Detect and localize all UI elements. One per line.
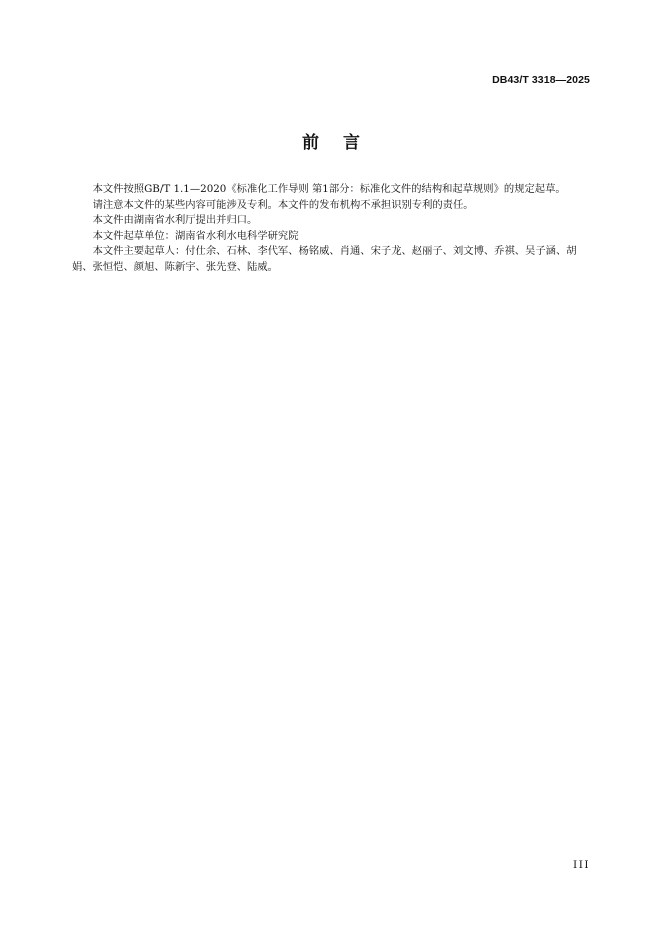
- paragraph-drafting-unit: 本文件起草单位：湖南省水利水电科学研究院: [92, 229, 299, 242]
- standard-code: DB43/T 3318—2025: [492, 74, 590, 86]
- page-title: 前言: [302, 133, 384, 153]
- paragraph-drafting-rules: 本文件按照GB/T 1.1—2020《标准化工作导则 第1部分：标准化文件的结构和起草规则》的规定起草。: [92, 183, 566, 195]
- foreword-body: [72, 182, 593, 276]
- page-number: III: [573, 859, 590, 871]
- paragraph-drafters: 本文件主要起草人：付仕余、石林、李代军、杨铭威、肖通、宋子龙、赵丽子、刘文博、乔祺、吴子涵、胡娟、张恒恺、颜旭、陈新宇、张先登、陆威。: [72, 245, 577, 273]
- paragraph-patent-notice: 请注意本文件的某些内容可能涉及专利。本文件的发布机构不承担识别专利的责任。: [92, 198, 474, 211]
- paragraph-proposer: 本文件由湖南省水利厅提出并归口。: [92, 214, 258, 227]
